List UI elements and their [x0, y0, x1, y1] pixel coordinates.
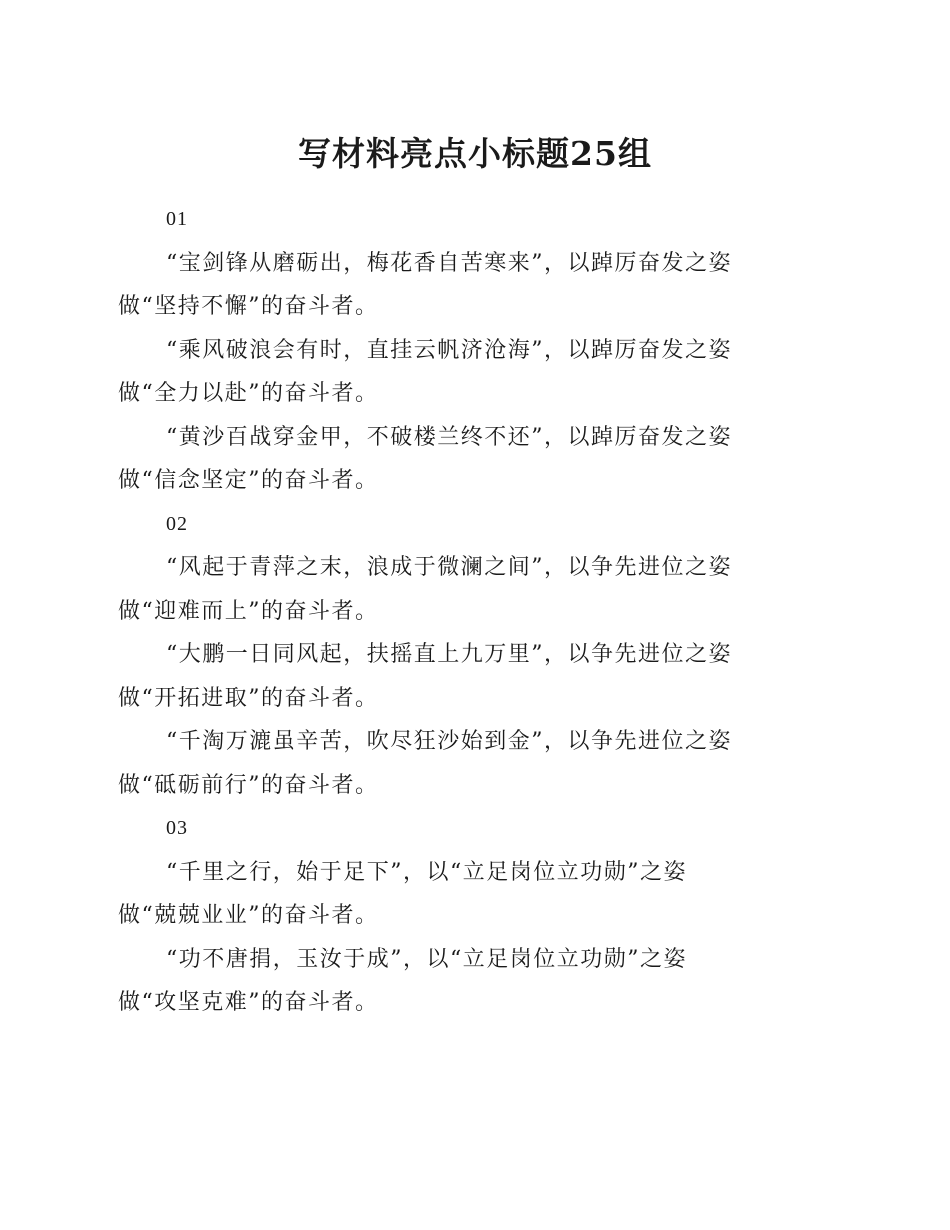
group-number: 03: [166, 817, 188, 839]
paragraph: [118, 851, 798, 938]
paragraph-line: “宝剑锋从磨砺出，梅花香自苦寒来”，以踔厉奋发之姿: [166, 250, 732, 276]
paragraph-line: 做“兢兢业业”的奋斗者。: [118, 903, 379, 928]
paragraph: [118, 633, 798, 720]
paragraph-line: 做“开拓进取”的奋斗者。: [118, 685, 379, 711]
paragraph-line: “功不唐捐，玉汝于成”，以“立足岗位立功勋”之姿: [166, 946, 687, 972]
paragraph-line: 做“信念坚定”的奋斗者。: [118, 468, 379, 493]
paragraph-line: “风起于青萍之末，浪成于微澜之间”，以争先进位之姿: [166, 555, 732, 580]
paragraph-line: 做“全力以赴”的奋斗者。: [118, 381, 379, 406]
group-number: 01: [166, 208, 188, 230]
paragraph: [118, 329, 798, 416]
paragraph-line: 做“砥砺前行”的奋斗者。: [118, 772, 379, 798]
paragraph-line: “黄沙百战穿金甲，不破楼兰终不还”，以踔厉奋发之姿: [166, 424, 732, 450]
paragraph-line: “大鹏一日同风起，扶摇直上九万里”，以争先进位之姿: [166, 642, 732, 667]
paragraph: [118, 720, 798, 807]
paragraph-line: 做“迎难而上”的奋斗者。: [118, 598, 379, 624]
paragraph-line: “千淘万漉虽辛苦，吹尽狂沙始到金”，以争先进位之姿: [166, 729, 732, 754]
paragraph-line: “乘风破浪会有时，直挂云帆济沧海”，以踔厉奋发之姿: [166, 337, 732, 363]
group-number: 02: [166, 512, 188, 535]
paragraph-line: 做“攻坚克难”的奋斗者。: [118, 990, 379, 1015]
paragraph: [118, 546, 798, 633]
paragraph: [118, 416, 798, 503]
paragraph-line: “千里之行，始于足下”，以“立足岗位立功勋”之姿: [166, 859, 687, 885]
document-body: [118, 198, 798, 1025]
paragraph-line: 做“坚持不懈”的奋斗者。: [118, 294, 379, 319]
paragraph: [118, 938, 798, 1025]
paragraph: [118, 242, 798, 329]
document-title: 写材料亮点小标题25组: [298, 134, 652, 173]
